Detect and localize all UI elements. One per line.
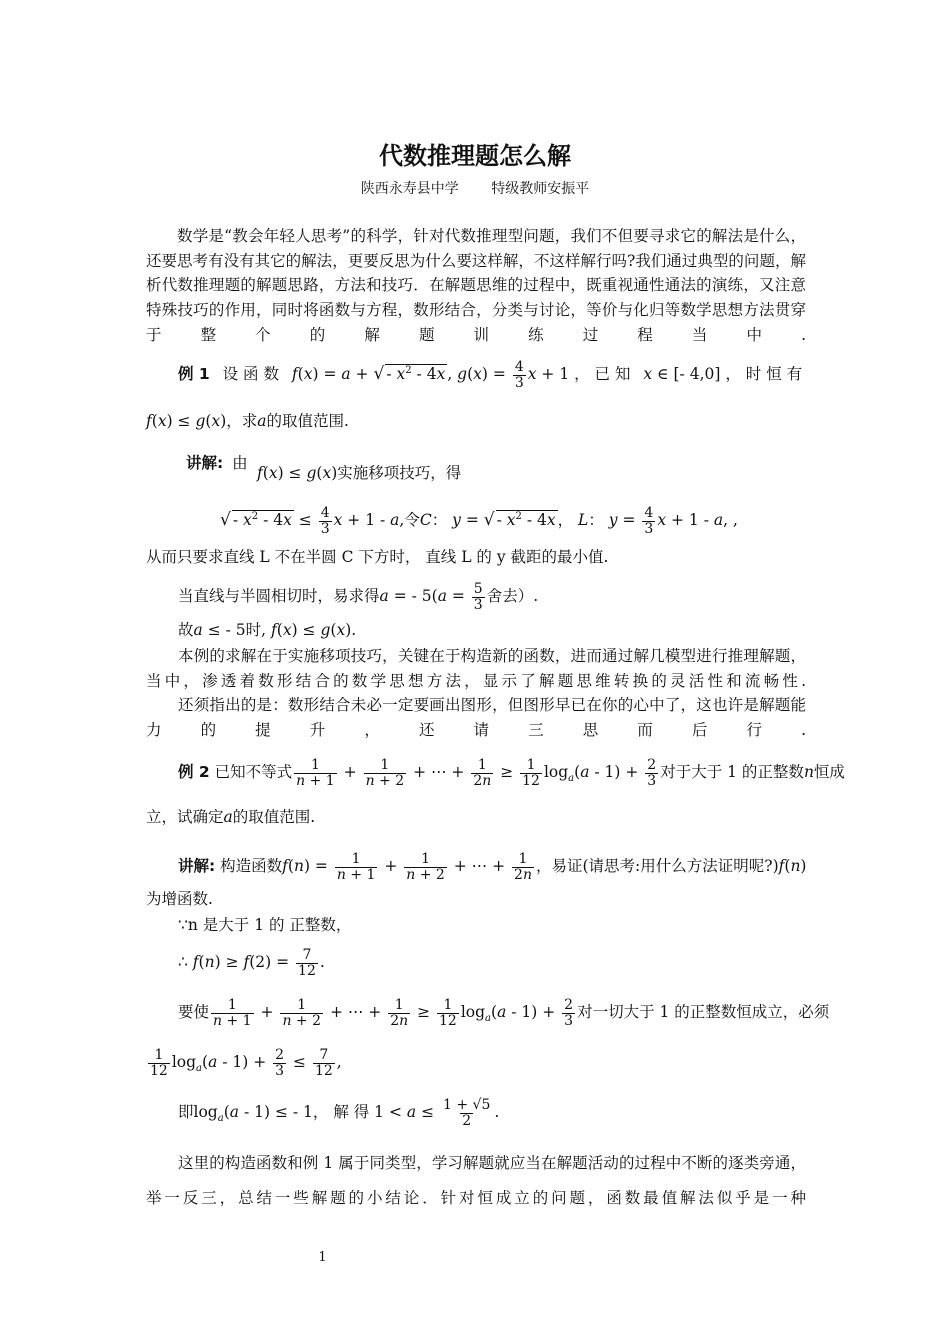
formula-therefore: ∴ f(n) ≥ f(2) = $\frac{7}{12}$ . xyxy=(178,947,325,979)
author-name: 特级教师安振平 xyxy=(491,181,590,197)
example-1-line3: 从而只要求直线 L 不在半圆 C 下方时， 直线 L 的 y 截距的最小值. xyxy=(146,548,609,566)
example-1-label: 例 1 xyxy=(178,365,210,384)
solution-1-label: 讲解: xyxy=(186,454,224,472)
author-school: 陕西永寿县中学 xyxy=(360,181,459,197)
example-1-solution-start: 讲解: 由 xyxy=(186,454,248,472)
example-1-question: f(x) ≤ g(x)，求a的取值范围. xyxy=(146,412,349,430)
formula-domain: x ∈ [- 4,0] xyxy=(643,365,721,384)
formula-requirement: 要使 $\frac{1}{n + 1}$ + $\frac{1}{n + 2}$ + ⋯ + $\frac{1}{2n}$ ≥ $\frac{1}{12}$ $\log_a(a - 1)$ + $\frac{2}{3}$ 对一切大于 1 的正整数恒成立，必须 xyxy=(178,997,830,1029)
example-2-label: 例 2 xyxy=(178,763,210,782)
example-1-remark-2: 还须指出的是：数形结合未必一定要画出图形，但图形早已在你的心中了，这也许是解题能力的提升，还请三思而后行. xyxy=(146,696,806,739)
example-2-because: ∵n 是大于 1 的 正整数， xyxy=(178,916,352,934)
example-2-increasing: 为增函数. xyxy=(146,890,213,908)
solution-2-label: 讲解: xyxy=(178,857,216,876)
formula-f-definition: f xyxy=(291,365,298,384)
example-1-line4: 当直线与半圆相切时，易求得a = - 5(a = $\frac{5}{3}$ 舍去）. xyxy=(178,581,539,613)
example-1-remark-1: 本例的求解在于实施移项技巧，关键在于构造新的函数，进而通过解几模型进行推理解题，当中，渗透着数形结合的数学思想方法，显示了解题思维转换的灵活性和流畅性. xyxy=(146,647,806,690)
example-1-line5: 故a ≤ - 5时, f(x) ≤ g(x). xyxy=(178,621,357,639)
formula-must: $\frac{1}{12}$ $\log_a(a - 1)$ + $\frac{2}{3}$ ≤ $\frac{7}{12}$ , xyxy=(150,1047,342,1079)
example-2-statement: 例 2 已知不等式 $\frac{1}{n + 1}$ + $\frac{1}{n + 2}$ + ⋯ + $\frac{1}{2n}$ ≥ $\frac{1}{12}$ $\log_a(a - 1)$ + $\frac{2}{3}$ 对于大于 1 的正整数n恒成 xyxy=(178,757,845,789)
closing-paragraph: 这里的构造函数和例 1 属于同类型，学习解题就应当在解题活动的过程中不断的逐类旁通，举一反三，总结一些解题的小结论．针对恒成立的问题，函数最值解法似乎是一种 xyxy=(146,1154,806,1207)
example-2-solution: 讲解: 构造函数f(n) = $\frac{1}{n + 1}$ + $\frac{1}{n + 2}$ + ⋯ + $\frac{1}{2n}$ ，易证(请思考:用什么方法证明呢?)f(n) xyxy=(178,851,807,883)
page-number: 1 xyxy=(318,1250,327,1265)
page-title: 代数推理题怎么解 xyxy=(379,142,571,170)
example-1-statement: 例 1 设 函 数 f(x) = a + √ - $x^2 - 4x$ , g(x) = $\frac{4}{3}$ x + 1 ， 已 知 x ∈ [- 4,0] ， 时 恒 有 xyxy=(178,359,803,391)
intro-paragraph: 数学是“教会年轻人思考”的科学，针对代数推理型问题，我们不但要寻求它的解法是什么，还要思考有没有其它的解法，更要反思为什么要这样解，不这样解行吗?我们通过典型的问题，解析代数推理题的解题思路，方法和技巧．在解题思维的过程中，既重视通性通法的演练，又注意特殊技巧的作用，同时将函数与方程，数形结合，分类与讨论，等价与化归等数学思想方法贯穿于整个的解题训练过程当中. xyxy=(146,227,806,344)
formula-solution: 即$\log_a(a - 1)$ ≤ - 1， 解 得 1 < a ≤ $\frac{1 + √5}{2}$ . xyxy=(178,1097,500,1129)
formula-transform: √ - $x^2 - 4x$ ≤ $\frac{4}{3}$ x + 1 - a,令C： y = √ - $x^2 - 4x$ ， L： y = $\frac{4}{3}$ x + 1 - a, , xyxy=(220,505,738,537)
formula-inequality-move: f(x) ≤ g(x)实施移项技巧，得 xyxy=(257,464,462,482)
author-line xyxy=(0,178,950,198)
example-2-question: 立，试确定a的取值范围. xyxy=(146,808,316,826)
